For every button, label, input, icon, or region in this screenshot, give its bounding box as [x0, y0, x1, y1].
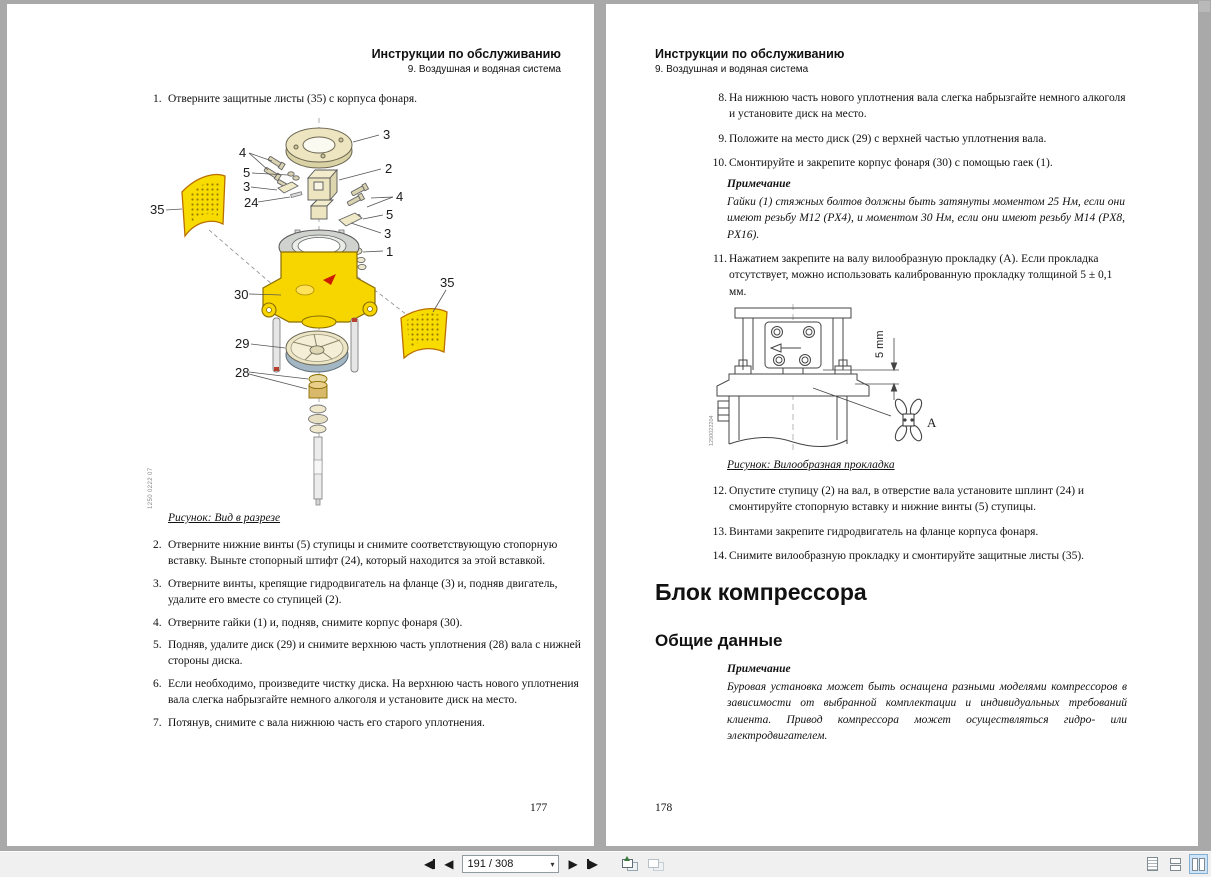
- step-text: Снимите вилообразную прокладку и смонтируйте защитные листы (35).: [729, 550, 1085, 563]
- next-page-button[interactable]: [568, 856, 577, 872]
- part-seal: [309, 375, 327, 399]
- vertical-scrollbar[interactable]: [1198, 0, 1211, 846]
- document-page-177: [7, 4, 594, 846]
- page-layout-buttons: [1143, 853, 1208, 875]
- previous-page-button[interactable]: [444, 856, 453, 872]
- callout-label: 29: [235, 336, 250, 351]
- step-list: [153, 537, 581, 737]
- single-page-layout-button[interactable]: [1143, 854, 1162, 874]
- page-number-box[interactable]: [462, 855, 559, 873]
- stud-tip: [352, 318, 357, 322]
- figure-caption: Рисунок: Вилообразная прокладка: [727, 459, 895, 471]
- scrollbar-up-button[interactable]: [1199, 1, 1210, 12]
- part-disk: [286, 331, 348, 372]
- part-lantern-housing: [262, 230, 377, 328]
- first-page-icon: ◀: [424, 857, 434, 871]
- step-number: 14.: [712, 550, 727, 563]
- previous-page-icon: ◀: [444, 857, 454, 871]
- callout-label: 35: [440, 275, 455, 290]
- callout-label: 3: [243, 179, 251, 194]
- part-hub-block: [308, 170, 337, 219]
- step-text: Отверните нижние винты (5) ступицы и снимите соответствующую стопорную вставку. Выньте стопорный штифт (24), который находится за этой вставкой.: [168, 539, 558, 568]
- previous-view-button[interactable]: [622, 857, 639, 872]
- list-item: [694, 483, 1132, 516]
- list-item: [694, 155, 1132, 171]
- step-number: 9.: [718, 132, 727, 145]
- step-number: 11.: [713, 253, 727, 265]
- part-protective-sheet-left: [182, 175, 225, 236]
- list-item: [694, 131, 1132, 147]
- list-item: [694, 524, 1132, 540]
- statusbar: [0, 851, 1211, 877]
- step-number: 7.: [153, 716, 162, 729]
- list-item: [694, 251, 1132, 300]
- step-list: [694, 251, 1132, 306]
- step-list: [694, 90, 1132, 178]
- page-number-input[interactable]: [467, 858, 546, 870]
- callout-label: 4: [396, 189, 404, 204]
- first-page-button[interactable]: [424, 856, 435, 872]
- callout-label: 5: [386, 207, 394, 222]
- last-page-icon: ▶: [588, 857, 598, 871]
- callout-label: 3: [383, 127, 391, 142]
- note-title: Примечание: [727, 178, 791, 190]
- figure-caption: Рисунок: Вид в разрезе: [168, 512, 281, 524]
- last-page-button[interactable]: [587, 856, 598, 872]
- exploded-view-figure: [145, 112, 475, 512]
- step-text: Винтами закрепите гидродвигатель на фланце корпуса фонаря.: [729, 525, 1039, 538]
- two-page-layout-button[interactable]: [1189, 854, 1208, 874]
- callout-label: 24: [244, 195, 259, 210]
- dimension-label: 5 mm: [874, 330, 886, 358]
- header-title: Инструкции по обслуживанию: [371, 47, 561, 61]
- callout-label: 2: [385, 161, 393, 176]
- step-number: 6.: [153, 677, 162, 690]
- list-item: [153, 91, 583, 107]
- step-number: 2.: [153, 539, 162, 551]
- part-stud: [351, 318, 358, 372]
- list-item: [153, 576, 581, 609]
- page-number: 177: [530, 802, 548, 814]
- part-protective-sheet-right: [401, 309, 447, 358]
- step-number: 8.: [718, 92, 727, 104]
- page-navigation: [424, 854, 665, 874]
- step-number: 10.: [712, 157, 727, 170]
- list-item: [694, 548, 1132, 564]
- subsection-heading: Общие данные: [655, 631, 783, 650]
- base-flange: [717, 374, 869, 396]
- step-number: 5.: [153, 639, 162, 652]
- page-dropdown-caret-icon[interactable]: ▾: [550, 859, 555, 869]
- header-title: Инструкции по обслуживанию: [655, 47, 845, 61]
- callout-label: 30: [234, 287, 249, 302]
- step-number: 3.: [153, 577, 162, 590]
- step-list: [694, 483, 1132, 571]
- callout-label: 35: [150, 202, 165, 217]
- step-text: Потянув, снимите с вала нижнюю часть его старого уплотнения.: [168, 716, 485, 729]
- step-number: 13.: [712, 525, 727, 538]
- break-line: [729, 437, 847, 446]
- step-text: Если необходимо, произведите чистку диска. На верхнюю часть нового уплотнения вала слегка набрызгайте немного алкоголя и установите диск на место.: [168, 677, 579, 707]
- step-number: 1.: [153, 93, 162, 105]
- callout-label: 4: [239, 145, 247, 160]
- part-flange-ring: [286, 128, 352, 168]
- stud-tip: [274, 367, 279, 371]
- part-pin-24: [291, 192, 302, 198]
- step-text: Отверните винты, крепящие гидродвигатель на фланце (3) и, подняв двигатель, удалите его вместе со ступицей (2).: [168, 577, 558, 607]
- document-page-178: [606, 4, 1198, 846]
- step-text: На нижнюю часть нового уплотнения вала слегка набрызгайте немного алкоголя и установите диск на место.: [729, 92, 1126, 121]
- part-washers: [309, 405, 328, 433]
- next-view-button[interactable]: [648, 857, 665, 872]
- section-heading: Блок компрессора: [655, 579, 867, 605]
- step-text: Отверните защитные листы (35) с корпуса фонаря.: [168, 93, 418, 105]
- step-text: Подняв, удалите диск (29) и снимите верхнюю часть уплотнения (28) вала с нижней стороны диска.: [168, 639, 581, 668]
- note-title: Примечание: [727, 663, 791, 675]
- part-shaft: [314, 437, 322, 505]
- step-text: Опустите ступицу (2) на вал, в отверстие вала установите шплинт (24) и смонтируйте стопорную вставку и нижние винты (5) ступицы.: [729, 485, 1085, 514]
- step-number: 12.: [712, 485, 727, 497]
- step-list-top: [153, 91, 583, 113]
- step-text: Положите на место диск (29) с верхней частью уплотнения вала.: [729, 132, 1047, 145]
- note-body: Буровая установка может быть оснащена разными моделями компрессоров в зависимости от выбранной комплектации и индивидуальных требований клиента. Привод компрессора может осуществляться гидро- или электродвигателем.: [727, 681, 1127, 742]
- figure-reference-code: 1250022204: [709, 415, 715, 446]
- header-subtitle: 9. Воздушная и водяная система: [407, 64, 561, 75]
- fork-shim-part: [893, 397, 924, 442]
- note-block: [727, 661, 1127, 744]
- continuous-layout-button[interactable]: [1166, 854, 1185, 874]
- header-subtitle: 9. Воздушная и водяная система: [655, 64, 809, 75]
- list-item: [153, 715, 581, 731]
- step-text: Смонтируйте и закрепите корпус фонаря (30) с помощью гаек (1).: [729, 157, 1053, 170]
- step-text: Отверните гайки (1) и, подняв, снимите корпус фонаря (30).: [168, 616, 463, 629]
- single-page-layout-icon: [1147, 857, 1158, 871]
- list-item: [153, 537, 581, 570]
- continuous-layout-icon: [1170, 858, 1181, 871]
- callout-label: 3: [384, 226, 392, 241]
- fork-shim-figure: [705, 304, 945, 454]
- callout-label: 28: [235, 365, 250, 380]
- note-body: Гайки (1) стяжных болтов должны быть затянуты моментом 25 Нм, если они имеют резьбу M12 (PX4), и моментом 30 Нм, если они имеют резьбу M14 (PX8, PX16).: [727, 196, 1125, 241]
- page-number: 178: [655, 802, 673, 814]
- list-item: [153, 615, 581, 631]
- next-page-icon: ▶: [568, 857, 578, 871]
- list-item: [694, 90, 1132, 123]
- step-text: Нажатием закрепите на валу вилообразную прокладку (A). Если прокладка отсутствует, можно использовать калиброванную прокладку толщиной 5 ± 0,1 мм.: [729, 253, 1113, 298]
- figure-reference-code: 1250 0222 07: [148, 467, 154, 509]
- callout-label: 1: [386, 244, 394, 259]
- callout-label: 5: [243, 165, 251, 180]
- list-item: [153, 637, 581, 670]
- two-page-layout-icon: [1192, 858, 1205, 871]
- note-block: [727, 176, 1125, 243]
- step-number: 4.: [153, 616, 162, 629]
- list-item: [153, 676, 581, 709]
- page-header: [372, 47, 561, 76]
- page-header: [655, 47, 844, 76]
- part-stud: [273, 318, 280, 372]
- part-label: A: [927, 415, 937, 430]
